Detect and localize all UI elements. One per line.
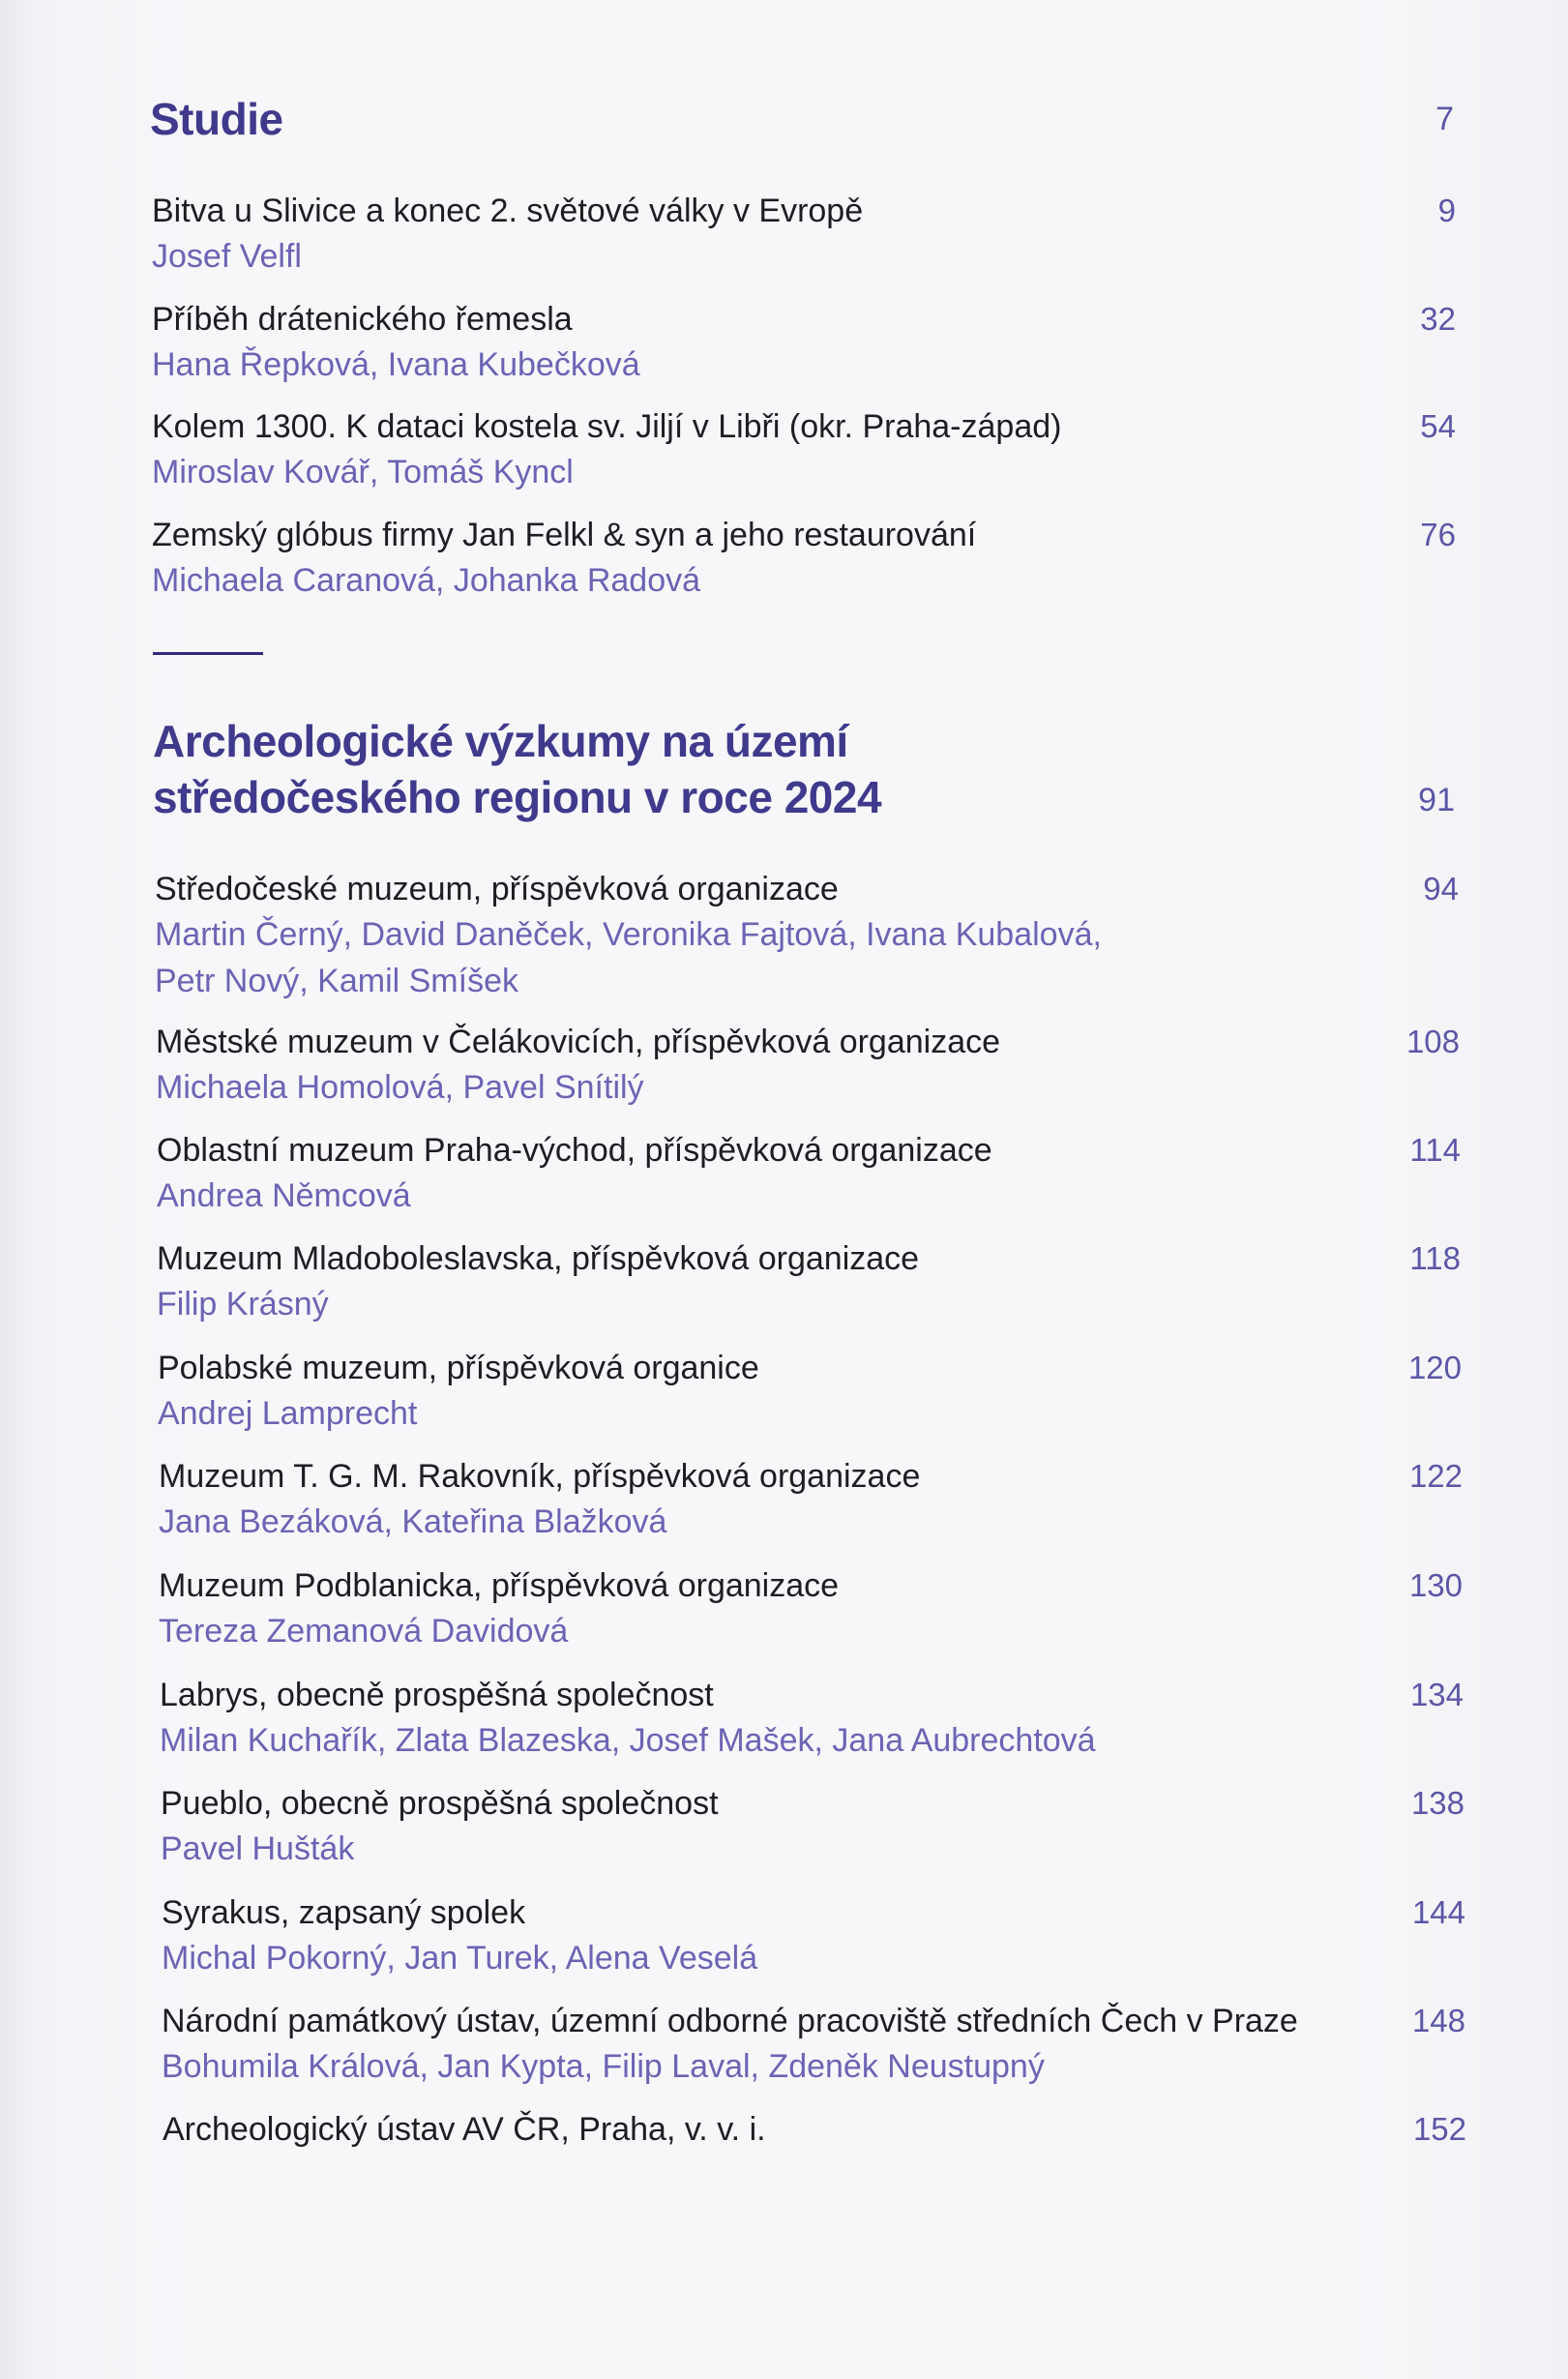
entry-authors: Michal Pokorný, Jan Turek, Alena Veselá [162, 1940, 758, 1977]
entry-authors: Martin Černý, David Daněček, Veronika Fajtová, Ivana Kubalová, [155, 916, 1102, 953]
entry-authors: Michaela Homolová, Pavel Snítilý [156, 1069, 644, 1106]
entry-page-number: 120 [1407, 1350, 1462, 1385]
entry-authors: Miroslav Kovář, Tomáš Kyncl [152, 454, 574, 491]
entry-title: Národní památkový ústav, územní odborné pracoviště středních Čech v Praze [162, 2003, 1298, 2039]
entry-title: Pueblo, obecně prospěšná společnost [161, 1785, 719, 1822]
entry-authors: Jana Bezáková, Kateřina Blažková [159, 1503, 667, 1540]
entry-page-number: 54 [1420, 408, 1456, 444]
entry-page-number: 108 [1405, 1024, 1460, 1059]
entry-authors: Andrej Lamprecht [158, 1395, 418, 1432]
entry-title: Středočeské muzeum, příspěvková organizace [155, 871, 839, 907]
toc-entry[interactable] [161, 1781, 1464, 1872]
toc-entry[interactable] [157, 1128, 1461, 1219]
entry-page-number: 134 [1409, 1677, 1464, 1712]
entry-page-number: 32 [1420, 301, 1456, 337]
entry-page-number: 114 [1409, 1132, 1461, 1168]
toc-entry[interactable] [152, 404, 1456, 495]
entry-title: Muzeum Mladoboleslavska, příspěvková organizace [157, 1240, 920, 1277]
entry-page-number: 130 [1408, 1567, 1463, 1603]
entry-page-number: 138 [1410, 1785, 1464, 1821]
entry-authors: Michaela Caranová, Johanka Radová [152, 562, 701, 599]
entry-title: Muzeum Podblanicka, příspěvková organizace [159, 1567, 840, 1604]
toc-entry[interactable] [160, 1673, 1464, 1764]
entry-title: Muzeum T. G. M. Rakovník, příspěvková organizace [159, 1458, 921, 1495]
section-page-studie: 7 [1435, 101, 1454, 137]
toc-entry[interactable] [158, 1346, 1462, 1437]
toc-entry[interactable] [155, 867, 1459, 1004]
entry-title: Oblastní muzeum Praha-východ, příspěvková organizace [157, 1132, 992, 1169]
section-title-line-2: středočeského regionu v roce 2024 [153, 772, 882, 822]
entry-page-number: 76 [1420, 517, 1456, 552]
entry-page-number: 148 [1411, 2003, 1465, 2038]
section-divider [153, 652, 263, 655]
section-title-studie: Studie [150, 94, 283, 144]
toc-entry[interactable] [159, 1563, 1463, 1654]
entry-title: Městské muzeum v Čelákovicích, příspěvková organizace [156, 1024, 1001, 1060]
entry-authors: Filip Krásný [157, 1286, 329, 1323]
section-title-vyzkumy [153, 713, 881, 825]
entry-title: Archeologický ústav AV ČR, Praha, v. v. i. [163, 2111, 766, 2148]
entry-page-number: 118 [1409, 1240, 1461, 1276]
section-page-vyzkumy: 91 [1418, 782, 1455, 818]
toc-entry[interactable] [163, 2107, 1466, 2152]
entry-page-number: 122 [1408, 1458, 1463, 1494]
entry-authors: Pavel Hušták [161, 1830, 355, 1867]
toc-entry[interactable] [156, 1020, 1460, 1111]
entry-authors: Milan Kuchařík, Zlata Blazeska, Josef Mašek, Jana Aubrechtová [160, 1722, 1096, 1759]
toc-entry[interactable] [152, 513, 1456, 604]
entry-authors: Petr Nový, Kamil Smíšek [155, 963, 518, 999]
entry-title: Kolem 1300. K dataci kostela sv. Jiljí v Libři (okr. Praha-západ) [152, 408, 1062, 445]
entry-page-number: 9 [1437, 193, 1456, 228]
entry-page-number: 144 [1411, 1894, 1465, 1930]
entry-title: Syrakus, zapsaný spolek [162, 1894, 526, 1931]
entry-title: Příběh drátenického řemesla [152, 301, 573, 338]
toc-entry[interactable] [159, 1454, 1463, 1545]
section-title-line-1: Archeologické výzkumy na území [153, 716, 848, 766]
toc-entry[interactable] [152, 189, 1456, 280]
toc-entry[interactable] [157, 1236, 1461, 1327]
toc-entry[interactable] [162, 1999, 1465, 2090]
toc-entry[interactable] [162, 1890, 1465, 1981]
entry-title: Polabské muzeum, příspěvková organice [158, 1350, 759, 1386]
entry-authors: Josef Velfl [152, 238, 302, 275]
entry-authors: Bohumila Králová, Jan Kypta, Filip Laval, Zdeněk Neustupný [162, 2048, 1045, 2085]
entry-title: Bitva u Slivice a konec 2. světové války v Evropě [152, 193, 864, 229]
entry-authors: Tereza Zemanová Davidová [159, 1613, 569, 1650]
entry-authors: Hana Řepková, Ivana Kubečková [152, 346, 640, 383]
entry-title: Zemský glóbus firmy Jan Felkl & syn a jeho restaurování [152, 517, 977, 553]
entry-title: Labrys, obecně prospěšná společnost [160, 1677, 714, 1713]
entry-page-number: 152 [1412, 2111, 1466, 2147]
toc-entry[interactable] [152, 297, 1456, 388]
entry-authors: Andrea Němcová [157, 1177, 411, 1214]
entry-page-number: 94 [1423, 871, 1459, 907]
